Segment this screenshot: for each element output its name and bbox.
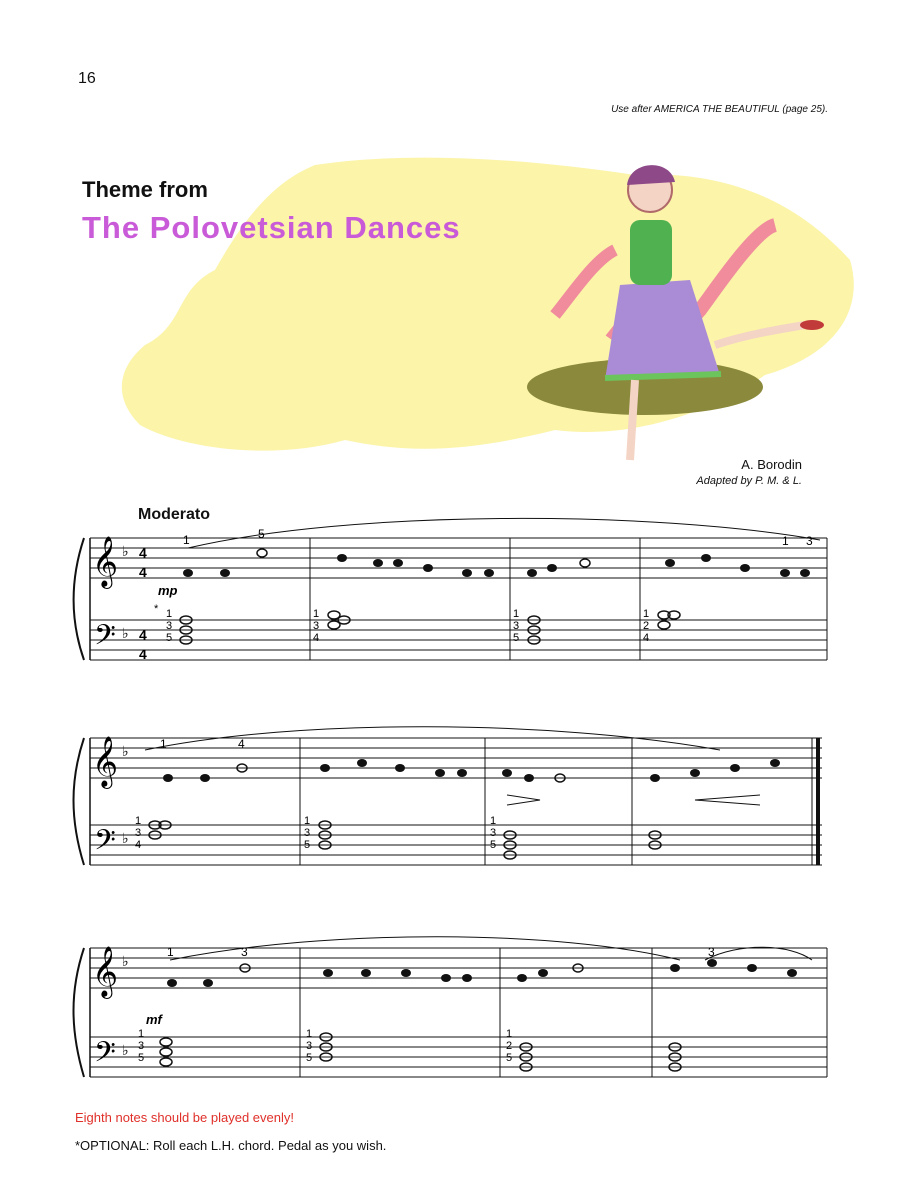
svg-text:1: 1 [643,608,650,620]
bass-chords [160,1033,681,1071]
svg-text:1: 1 [166,608,173,620]
crescendo-hairpin [695,795,760,805]
music-system-3 [0,930,900,1090]
flat-sign-icon: ♭ [122,830,129,846]
svg-text:1: 1 [490,815,497,827]
yellow-wash [122,158,854,451]
fingering: 3 [241,945,248,959]
dancer-illustration [115,140,875,470]
svg-text:1: 1 [135,815,142,827]
svg-text:5: 5 [304,839,311,851]
phrase-slur [188,518,820,548]
svg-text:2: 2 [506,1040,513,1052]
treble-clef-icon: 𝄞 [92,737,119,786]
svg-text:1: 1 [304,815,311,827]
time-sig-top: 4 [139,627,147,643]
music-system-1 [0,500,900,680]
brace [74,538,85,660]
bass-clef-icon: 𝄢 [94,620,116,658]
footnote-eighth-notes: Eighth notes should be played evenly! [75,1110,294,1125]
svg-text:3: 3 [313,620,320,632]
bass-fingering-group [166,608,649,644]
bass-fingering-group [135,815,496,851]
use-after-note: Use after AMERICA THE BEAUTIFUL (page 25). [611,104,828,115]
tempo-marking: Moderato [138,506,210,523]
dynamic-mp: mp [158,583,178,598]
flat-sign-icon: ♭ [122,543,129,559]
svg-text:5: 5 [138,1052,145,1064]
treble-notes [167,959,797,987]
svg-text:3: 3 [490,827,497,839]
svg-text:5: 5 [166,632,173,644]
piece-title: The Polovetsian Dances [82,210,461,245]
svg-text:1: 1 [506,1028,513,1040]
title-prefix: Theme from [82,177,208,202]
svg-text:3: 3 [166,620,173,632]
dynamic-mf: mf [146,1012,162,1027]
brace [74,948,85,1077]
dancer-bodice [630,220,672,285]
decrescendo-hairpin [507,795,540,805]
fingering: 5 [258,527,265,541]
svg-text:5: 5 [490,839,497,851]
music-system-2 [0,720,900,880]
fingering: 1 [782,534,789,548]
bass-clef-icon: 𝄢 [94,825,116,863]
bass-chords [149,821,661,859]
svg-text:3: 3 [138,1040,145,1052]
fingering: 3 [806,534,813,548]
fingering: 1 [160,737,167,751]
dancer-shoe [800,320,824,330]
flat-sign-icon: ♭ [122,1042,129,1058]
svg-text:4: 4 [643,632,650,644]
svg-text:4: 4 [313,632,320,644]
svg-text:3: 3 [306,1040,313,1052]
svg-text:5: 5 [306,1052,313,1064]
treble-notes [183,549,810,577]
svg-text:5: 5 [513,632,520,644]
dancer-leg [630,380,635,460]
bass-chords [180,611,680,644]
bass-clef-icon: 𝄢 [94,1037,116,1075]
flat-sign-icon: ♭ [122,743,129,759]
svg-text:3: 3 [304,827,311,839]
treble-clef-icon: 𝄞 [92,947,119,996]
composer: A. Borodin [741,457,802,472]
svg-text:1: 1 [513,608,520,620]
svg-text:4: 4 [135,839,142,851]
treble-notes [163,759,780,782]
time-sig-bottom: 4 [139,564,147,580]
fingering: 1 [167,945,174,959]
flat-sign-icon: ♭ [122,625,129,641]
svg-text:2: 2 [643,620,650,632]
optional-asterisk: * [154,603,159,615]
svg-text:3: 3 [135,827,142,839]
fingering: 4 [238,737,245,751]
footnote-optional: *OPTIONAL: Roll each L.H. chord. Pedal as you wish. [75,1138,387,1153]
time-sig-bottom: 4 [139,646,147,662]
skirt-hem [605,374,721,378]
arranger: Adapted by P. M. & L. [696,475,802,487]
svg-text:1: 1 [306,1028,313,1040]
svg-text:3: 3 [513,620,520,632]
page-number: 16 [78,70,96,87]
dancer-headscarf [627,165,675,185]
time-sig-top: 4 [139,545,147,561]
fingering: 1 [183,533,190,547]
fingering: 3 [708,945,715,959]
svg-text:1: 1 [313,608,320,620]
treble-clef-icon: 𝄞 [92,537,119,586]
flat-sign-icon: ♭ [122,953,129,969]
svg-text:5: 5 [506,1052,513,1064]
svg-text:1: 1 [138,1028,145,1040]
brace [74,738,85,865]
